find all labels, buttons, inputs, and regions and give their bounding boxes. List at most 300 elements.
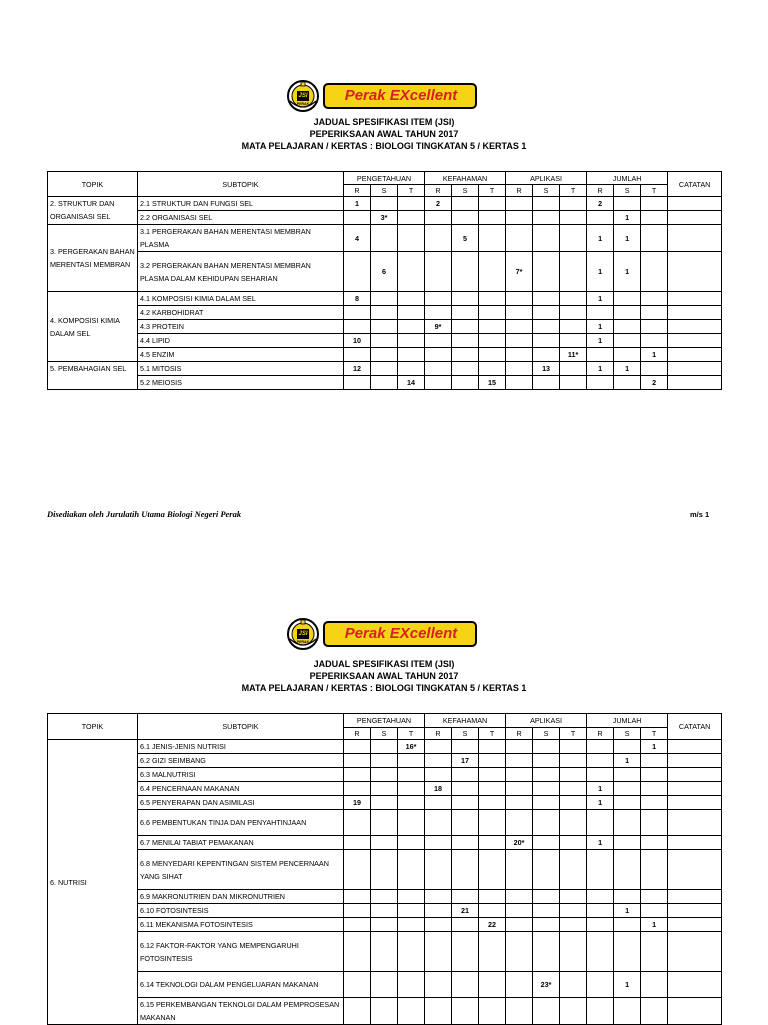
subtopic-cell: 3.1 PERGERAKAN BAHAN MERENTASI MEMBRAN PLASMA bbox=[138, 225, 344, 252]
count-cell bbox=[614, 740, 641, 754]
count-cell bbox=[371, 890, 398, 904]
count-cell bbox=[398, 348, 425, 362]
table-row bbox=[48, 197, 722, 211]
subtopic-cell: 4.4 LIPID bbox=[138, 334, 344, 348]
count-cell bbox=[425, 211, 452, 225]
count-cell bbox=[425, 904, 452, 918]
count-cell bbox=[614, 292, 641, 306]
subtopic-cell: 5.1 MITOSIS bbox=[138, 362, 344, 376]
header-subtopik: SUBTOPIK bbox=[138, 714, 344, 740]
header-s: S bbox=[371, 728, 398, 740]
catatan-cell bbox=[668, 225, 722, 252]
count-cell bbox=[398, 197, 425, 211]
title-line-2: PEPERIKSAAN AWAL TAHUN 2017 bbox=[309, 129, 459, 139]
count-cell bbox=[587, 754, 614, 768]
subtopic-cell: 6.3 MALNUTRISI bbox=[138, 768, 344, 782]
header-aplikasi: APLIKASI bbox=[506, 172, 587, 185]
count-cell bbox=[641, 796, 668, 810]
count-cell bbox=[479, 836, 506, 850]
count-cell bbox=[533, 252, 560, 292]
header-catatan: CATATAN bbox=[668, 172, 722, 197]
count-cell: 1 bbox=[344, 197, 371, 211]
count-cell bbox=[641, 334, 668, 348]
page-number: m/s 1 bbox=[690, 510, 710, 519]
count-cell bbox=[371, 320, 398, 334]
count-cell bbox=[641, 754, 668, 768]
count-cell bbox=[560, 225, 587, 252]
count-cell: 4 bbox=[344, 225, 371, 252]
subtopic-cell: 6.8 MENYEDARI KEPENTINGAN SISTEM PENCERNAAN YANG SIHAT bbox=[138, 850, 344, 890]
count-cell bbox=[587, 972, 614, 998]
count-cell bbox=[587, 890, 614, 904]
count-cell bbox=[479, 292, 506, 306]
count-cell bbox=[560, 362, 587, 376]
catatan-cell bbox=[668, 796, 722, 810]
header-r: R bbox=[506, 728, 533, 740]
header-s: S bbox=[452, 185, 479, 197]
count-cell: 19 bbox=[344, 796, 371, 810]
table-row bbox=[48, 225, 722, 252]
count-cell bbox=[452, 918, 479, 932]
catatan-cell bbox=[668, 306, 722, 320]
count-cell bbox=[479, 252, 506, 292]
count-cell bbox=[587, 376, 614, 390]
table-row bbox=[48, 211, 722, 225]
table-row bbox=[48, 754, 722, 768]
table-row bbox=[48, 932, 722, 972]
count-cell bbox=[560, 904, 587, 918]
table-row bbox=[48, 362, 722, 376]
count-cell bbox=[398, 890, 425, 904]
count-cell bbox=[560, 768, 587, 782]
count-cell: 20* bbox=[506, 836, 533, 850]
count-cell bbox=[425, 918, 452, 932]
header-r: R bbox=[587, 185, 614, 197]
table-row bbox=[48, 796, 722, 810]
table-row bbox=[48, 836, 722, 850]
count-cell bbox=[506, 998, 533, 1025]
subtopic-cell: 4.5 ENZIM bbox=[138, 348, 344, 362]
subtopic-cell: 6.7 MENILAI TABIAT PEMAKANAN bbox=[138, 836, 344, 850]
count-cell: 1 bbox=[587, 362, 614, 376]
count-cell bbox=[344, 754, 371, 768]
count-cell bbox=[641, 972, 668, 998]
count-cell bbox=[371, 292, 398, 306]
count-cell: 2 bbox=[425, 197, 452, 211]
count-cell bbox=[506, 768, 533, 782]
count-cell: 23* bbox=[533, 972, 560, 998]
count-cell bbox=[425, 972, 452, 998]
table-row bbox=[48, 740, 722, 754]
count-cell bbox=[452, 836, 479, 850]
count-cell bbox=[452, 197, 479, 211]
count-cell bbox=[371, 376, 398, 390]
count-cell bbox=[641, 197, 668, 211]
count-cell bbox=[560, 810, 587, 836]
count-cell bbox=[506, 890, 533, 904]
count-cell bbox=[398, 211, 425, 225]
count-cell bbox=[425, 740, 452, 754]
catatan-cell bbox=[668, 334, 722, 348]
count-cell bbox=[533, 850, 560, 890]
count-cell bbox=[641, 320, 668, 334]
header-s: S bbox=[452, 728, 479, 740]
count-cell: 17 bbox=[452, 754, 479, 768]
count-cell: 1 bbox=[614, 904, 641, 918]
header-s: S bbox=[533, 185, 560, 197]
count-cell bbox=[641, 850, 668, 890]
count-cell bbox=[479, 754, 506, 768]
count-cell bbox=[398, 362, 425, 376]
table-row bbox=[48, 376, 722, 390]
count-cell bbox=[398, 292, 425, 306]
count-cell bbox=[344, 810, 371, 836]
count-cell: 13 bbox=[533, 362, 560, 376]
count-cell bbox=[425, 754, 452, 768]
count-cell bbox=[425, 306, 452, 320]
count-cell: 1 bbox=[614, 972, 641, 998]
count-cell: 1 bbox=[614, 211, 641, 225]
count-cell bbox=[425, 796, 452, 810]
table-row bbox=[48, 768, 722, 782]
count-cell bbox=[479, 320, 506, 334]
count-cell bbox=[560, 306, 587, 320]
count-cell bbox=[533, 754, 560, 768]
count-cell bbox=[479, 768, 506, 782]
count-cell bbox=[506, 211, 533, 225]
count-cell bbox=[425, 362, 452, 376]
count-cell: 14 bbox=[398, 376, 425, 390]
count-cell bbox=[614, 836, 641, 850]
count-cell bbox=[560, 972, 587, 998]
catatan-cell bbox=[668, 972, 722, 998]
header-t: T bbox=[479, 728, 506, 740]
count-cell: 1 bbox=[587, 334, 614, 348]
topic-cell: 3. PERGERAKAN BAHAN MERENTASI MEMBRAN bbox=[48, 225, 138, 292]
crest-letters: JSI bbox=[298, 93, 308, 99]
header-s: S bbox=[614, 185, 641, 197]
count-cell bbox=[533, 211, 560, 225]
count-cell bbox=[371, 225, 398, 252]
count-cell bbox=[479, 348, 506, 362]
count-cell bbox=[533, 932, 560, 972]
count-cell bbox=[506, 918, 533, 932]
subtopic-cell: 6.2 GIZI SEIMBANG bbox=[138, 754, 344, 768]
count-cell bbox=[506, 796, 533, 810]
title-line-3: MATA PELAJARAN / KERTAS : BIOLOGI TINGKATAN 5 / KERTAS 1 bbox=[241, 683, 527, 693]
subtopic-cell: 6.15 PERKEMBANGAN TEKNOLGI DALAM PEMPROSESAN MAKANAN bbox=[138, 998, 344, 1025]
count-cell: 1 bbox=[587, 292, 614, 306]
count-cell bbox=[452, 252, 479, 292]
crest-caption: PERAK bbox=[296, 640, 310, 644]
count-cell bbox=[614, 306, 641, 320]
subtopic-cell: 6.14 TEKNOLOGI DALAM PENGELUARAN MAKANAN bbox=[138, 972, 344, 998]
header-t: T bbox=[560, 728, 587, 740]
count-cell bbox=[560, 320, 587, 334]
table-row bbox=[48, 320, 722, 334]
header-pengetahuan: PENGETAHUAN bbox=[344, 714, 425, 728]
count-cell bbox=[398, 810, 425, 836]
catatan-cell bbox=[668, 890, 722, 904]
count-cell bbox=[452, 362, 479, 376]
table-row bbox=[48, 348, 722, 362]
brand-text: Perak EXcellent bbox=[344, 87, 458, 104]
crest-letters: JSI bbox=[298, 631, 308, 637]
title-line-3: MATA PELAJARAN / KERTAS : BIOLOGI TINGKATAN 5 / KERTAS 1 bbox=[241, 141, 527, 151]
count-cell: 16* bbox=[398, 740, 425, 754]
count-cell bbox=[479, 890, 506, 904]
count-cell bbox=[425, 998, 452, 1025]
count-cell bbox=[398, 850, 425, 890]
catatan-cell bbox=[668, 211, 722, 225]
catatan-cell bbox=[668, 850, 722, 890]
count-cell: 2 bbox=[641, 376, 668, 390]
count-cell bbox=[344, 918, 371, 932]
topic-cell: 5. PEMBAHAGIAN SEL bbox=[48, 362, 138, 390]
catatan-cell bbox=[668, 768, 722, 782]
count-cell bbox=[587, 810, 614, 836]
count-cell bbox=[398, 932, 425, 972]
header-kefahaman: KEFAHAMAN bbox=[425, 714, 506, 728]
count-cell bbox=[533, 836, 560, 850]
count-cell bbox=[614, 932, 641, 972]
count-cell bbox=[371, 998, 398, 1025]
count-cell bbox=[614, 998, 641, 1025]
count-cell bbox=[344, 890, 371, 904]
count-cell bbox=[452, 972, 479, 998]
count-cell bbox=[614, 334, 641, 348]
table-row bbox=[48, 972, 722, 998]
subtopic-cell: 6.1 JENIS-JENIS NUTRISI bbox=[138, 740, 344, 754]
count-cell: 1 bbox=[614, 252, 641, 292]
count-cell bbox=[425, 836, 452, 850]
count-cell bbox=[452, 740, 479, 754]
count-cell: 9* bbox=[425, 320, 452, 334]
count-cell bbox=[614, 768, 641, 782]
header-topik: TOPIK bbox=[48, 714, 138, 740]
count-cell bbox=[506, 362, 533, 376]
count-cell: 10 bbox=[344, 334, 371, 348]
count-cell bbox=[371, 348, 398, 362]
catatan-cell bbox=[668, 836, 722, 850]
table-row bbox=[48, 850, 722, 890]
count-cell bbox=[506, 225, 533, 252]
count-cell bbox=[344, 306, 371, 320]
count-cell bbox=[533, 292, 560, 306]
count-cell bbox=[344, 836, 371, 850]
count-cell bbox=[614, 890, 641, 904]
header-subtopik: SUBTOPIK bbox=[138, 172, 344, 197]
logo bbox=[286, 617, 478, 651]
catatan-cell bbox=[668, 918, 722, 932]
count-cell bbox=[614, 850, 641, 890]
header-catatan: CATATAN bbox=[668, 714, 722, 740]
count-cell bbox=[533, 904, 560, 918]
count-cell bbox=[425, 348, 452, 362]
count-cell bbox=[398, 768, 425, 782]
count-cell bbox=[641, 890, 668, 904]
count-cell bbox=[560, 292, 587, 306]
count-cell bbox=[533, 796, 560, 810]
catatan-cell bbox=[668, 292, 722, 306]
count-cell bbox=[506, 850, 533, 890]
catatan-cell bbox=[668, 740, 722, 754]
count-cell: 6 bbox=[371, 252, 398, 292]
count-cell bbox=[371, 754, 398, 768]
count-cell bbox=[398, 754, 425, 768]
count-cell bbox=[506, 904, 533, 918]
count-cell bbox=[425, 376, 452, 390]
count-cell bbox=[614, 320, 641, 334]
header-kefahaman: KEFAHAMAN bbox=[425, 172, 506, 185]
catatan-cell bbox=[668, 810, 722, 836]
count-cell bbox=[344, 768, 371, 782]
count-cell bbox=[614, 796, 641, 810]
count-cell bbox=[506, 292, 533, 306]
subtopic-cell: 5.2 MEIOSIS bbox=[138, 376, 344, 390]
table-row bbox=[48, 998, 722, 1025]
footer-credit: Disediakan oleh Jurulatih Utama Biologi Negeri Perak bbox=[47, 509, 242, 519]
count-cell bbox=[506, 334, 533, 348]
count-cell bbox=[614, 348, 641, 362]
count-cell bbox=[344, 376, 371, 390]
count-cell bbox=[587, 306, 614, 320]
brand-text: Perak EXcellent bbox=[344, 625, 458, 642]
subtopic-cell: 4.2 KARBOHIDRAT bbox=[138, 306, 344, 320]
header-s: S bbox=[533, 728, 560, 740]
title-line-1: JADUAL SPESIFIKASI ITEM (JSI) bbox=[313, 659, 455, 669]
count-cell: 1 bbox=[587, 225, 614, 252]
count-cell: 1 bbox=[587, 252, 614, 292]
count-cell bbox=[587, 768, 614, 782]
count-cell bbox=[560, 850, 587, 890]
table-row bbox=[48, 292, 722, 306]
subtopic-cell: 4.3 PROTEIN bbox=[138, 320, 344, 334]
count-cell bbox=[533, 918, 560, 932]
header-t: T bbox=[398, 728, 425, 740]
count-cell bbox=[506, 197, 533, 211]
count-cell bbox=[587, 850, 614, 890]
count-cell bbox=[641, 292, 668, 306]
count-cell bbox=[398, 320, 425, 334]
title-line-1: JADUAL SPESIFIKASI ITEM (JSI) bbox=[313, 117, 455, 127]
count-cell bbox=[560, 754, 587, 768]
header-t: T bbox=[479, 185, 506, 197]
count-cell bbox=[398, 306, 425, 320]
header-jumlah: JUMLAH bbox=[587, 714, 668, 728]
count-cell: 1 bbox=[614, 754, 641, 768]
count-cell bbox=[506, 320, 533, 334]
header-r: R bbox=[425, 728, 452, 740]
count-cell bbox=[371, 197, 398, 211]
count-cell bbox=[641, 904, 668, 918]
catatan-cell bbox=[668, 362, 722, 376]
table-row bbox=[48, 904, 722, 918]
count-cell bbox=[506, 348, 533, 362]
header-r: R bbox=[425, 185, 452, 197]
count-cell bbox=[641, 768, 668, 782]
count-cell bbox=[371, 796, 398, 810]
count-cell bbox=[587, 918, 614, 932]
count-cell: 1 bbox=[614, 225, 641, 252]
count-cell bbox=[641, 362, 668, 376]
subtopic-cell: 4.1 KOMPOSISI KIMIA DALAM SEL bbox=[138, 292, 344, 306]
count-cell bbox=[452, 782, 479, 796]
count-cell bbox=[560, 796, 587, 810]
count-cell bbox=[398, 252, 425, 292]
count-cell bbox=[452, 932, 479, 972]
count-cell bbox=[371, 334, 398, 348]
count-cell bbox=[371, 904, 398, 918]
count-cell bbox=[479, 932, 506, 972]
count-cell bbox=[587, 904, 614, 918]
count-cell bbox=[479, 225, 506, 252]
count-cell: 1 bbox=[641, 348, 668, 362]
header-r: R bbox=[506, 185, 533, 197]
count-cell bbox=[560, 998, 587, 1025]
count-cell bbox=[506, 376, 533, 390]
count-cell bbox=[614, 918, 641, 932]
header-s: S bbox=[614, 728, 641, 740]
count-cell bbox=[560, 197, 587, 211]
count-cell bbox=[641, 252, 668, 292]
count-cell bbox=[425, 252, 452, 292]
count-cell: 18 bbox=[425, 782, 452, 796]
count-cell bbox=[533, 348, 560, 362]
jsi-table-2 bbox=[47, 713, 722, 1025]
count-cell: 2 bbox=[587, 197, 614, 211]
catatan-cell bbox=[668, 252, 722, 292]
header-t: T bbox=[641, 728, 668, 740]
count-cell bbox=[479, 334, 506, 348]
logo bbox=[286, 79, 478, 113]
count-cell bbox=[479, 782, 506, 796]
count-cell bbox=[371, 932, 398, 972]
header-topik: TOPIK bbox=[48, 172, 138, 197]
count-cell bbox=[398, 782, 425, 796]
count-cell bbox=[344, 211, 371, 225]
header-jumlah: JUMLAH bbox=[587, 172, 668, 185]
count-cell bbox=[398, 225, 425, 252]
count-cell bbox=[479, 362, 506, 376]
count-cell: 7* bbox=[506, 252, 533, 292]
header-pengetahuan: PENGETAHUAN bbox=[344, 172, 425, 185]
count-cell: 22 bbox=[479, 918, 506, 932]
count-cell bbox=[641, 211, 668, 225]
count-cell bbox=[344, 740, 371, 754]
count-cell bbox=[533, 376, 560, 390]
count-cell bbox=[533, 890, 560, 904]
subtopic-cell: 3.2 PERGERAKAN BAHAN MERENTASI MEMBRAN PLASMA DALAM KEHIDUPAN SEHARIAN bbox=[138, 252, 344, 292]
count-cell bbox=[425, 292, 452, 306]
catatan-cell bbox=[668, 782, 722, 796]
count-cell bbox=[425, 850, 452, 890]
subtopic-cell: 6.4 PENCERNAAN MAKANAN bbox=[138, 782, 344, 796]
count-cell bbox=[425, 334, 452, 348]
count-cell bbox=[560, 932, 587, 972]
subtopic-cell: 6.9 MAKRONUTRIEN DAN MIKRONUTRIEN bbox=[138, 890, 344, 904]
count-cell bbox=[398, 904, 425, 918]
count-cell bbox=[479, 850, 506, 890]
title-block bbox=[0, 658, 768, 694]
count-cell bbox=[506, 810, 533, 836]
count-cell bbox=[587, 348, 614, 362]
catatan-cell bbox=[668, 998, 722, 1025]
count-cell bbox=[533, 197, 560, 211]
count-cell bbox=[506, 754, 533, 768]
count-cell bbox=[506, 306, 533, 320]
count-cell bbox=[641, 836, 668, 850]
